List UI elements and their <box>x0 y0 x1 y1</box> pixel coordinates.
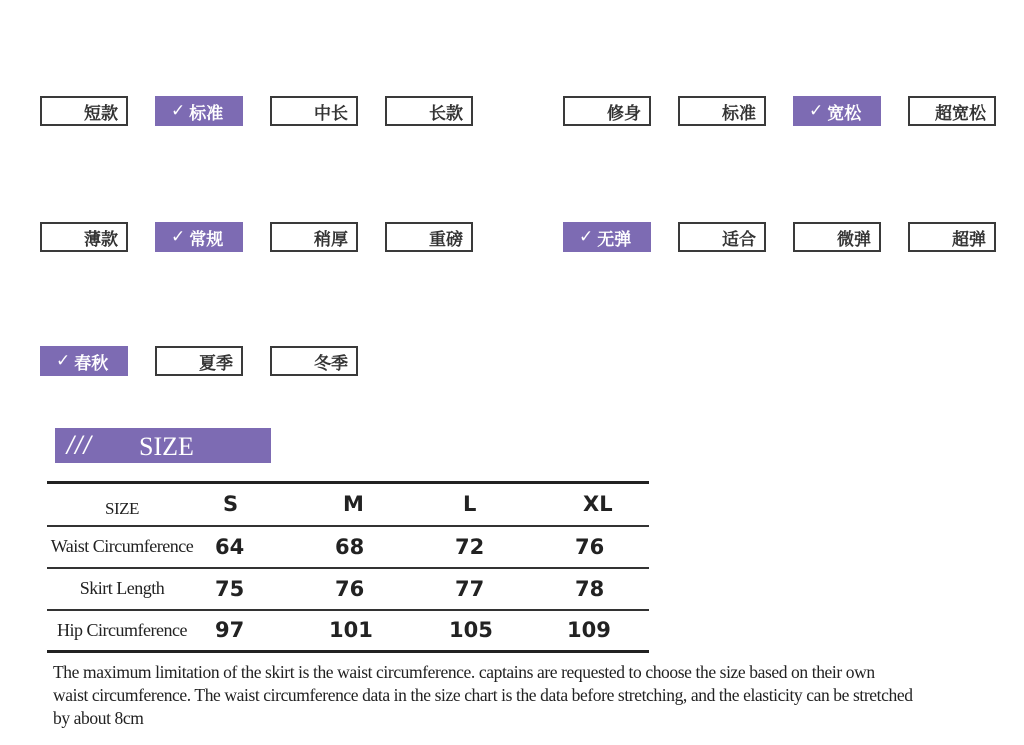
option-label: 超宽松 <box>935 103 986 124</box>
table-cell: 97 <box>215 618 245 643</box>
table-cell: 64 <box>215 534 245 559</box>
option-label: 夏季 <box>199 353 233 374</box>
option-label: 稍厚 <box>314 229 348 250</box>
option-label: 无弹 <box>597 229 632 250</box>
table-cell: 76 <box>335 576 365 601</box>
header-size-l: L <box>463 492 477 517</box>
header-size-xl: XL <box>583 492 613 517</box>
option-label: 中长 <box>314 103 348 124</box>
option-label: 修身 <box>607 103 641 124</box>
check-icon: ✓ <box>171 101 186 121</box>
size-section-banner <box>55 428 271 463</box>
option-stretch-none[interactable] <box>563 222 651 252</box>
option-label: 微弹 <box>837 229 871 250</box>
table-header-row <box>47 483 649 526</box>
banner-slashes: /// <box>67 433 93 458</box>
row-label: Hip Circumference <box>57 619 187 640</box>
table-cell: 68 <box>335 534 365 559</box>
table-cell: 109 <box>567 618 611 643</box>
option-stretch-super[interactable] <box>908 222 996 252</box>
option-thickness-regular[interactable] <box>155 222 243 252</box>
option-thickness-heavy[interactable] <box>385 222 473 252</box>
option-stretch-slight[interactable] <box>793 222 881 252</box>
table-cell: 75 <box>215 576 245 601</box>
table-row <box>47 610 649 652</box>
sizing-note: The maximum limitation of the skirt is the waist circumference. captains are requested to choose the size based on their own waist circumference. The waist circumference data in the size chart is the data before stretching, and the elasticity can be stretched by about 8cm <box>53 662 913 728</box>
table-cell: 105 <box>449 618 493 643</box>
option-label: 宽松 <box>827 103 862 124</box>
option-length-long[interactable] <box>385 96 473 126</box>
size-section-title: SIZE <box>139 432 194 461</box>
option-season-spring-autumn[interactable] <box>40 346 128 376</box>
option-length-standard[interactable] <box>155 96 243 126</box>
table-row <box>47 568 649 610</box>
header-size-s: S <box>223 492 239 517</box>
check-icon: ✓ <box>171 227 186 247</box>
row-label: Waist Circumference <box>50 536 194 556</box>
table-cell: 76 <box>575 534 605 559</box>
option-label: 重磅 <box>429 229 463 250</box>
option-stretch-moderate[interactable] <box>678 222 766 252</box>
table-cell: 78 <box>575 576 605 601</box>
option-fit-loose[interactable] <box>793 96 881 126</box>
row-label: Skirt Length <box>79 578 165 598</box>
check-icon: ✓ <box>56 351 71 371</box>
option-label: 冬季 <box>314 353 348 374</box>
option-thickness-thick[interactable] <box>270 222 358 252</box>
table-row <box>47 526 649 568</box>
option-length-short[interactable] <box>40 96 128 126</box>
option-fit-slim[interactable] <box>563 96 651 126</box>
option-label: 超弹 <box>952 229 986 250</box>
check-icon: ✓ <box>579 227 594 247</box>
table-cell: 72 <box>455 534 485 559</box>
option-season-winter[interactable] <box>270 346 358 376</box>
option-label: 薄款 <box>84 229 118 250</box>
check-icon: ✓ <box>809 101 824 121</box>
option-label: 标准 <box>722 103 756 124</box>
option-label: 适合 <box>722 229 756 250</box>
option-label: 春秋 <box>74 353 109 374</box>
size-table <box>47 481 649 653</box>
option-length-midlong[interactable] <box>270 96 358 126</box>
table-cell: 101 <box>329 618 373 643</box>
option-label: 短款 <box>84 103 118 124</box>
option-fit-extra-loose[interactable] <box>908 96 996 126</box>
option-label: 标准 <box>189 103 224 124</box>
option-season-summer[interactable] <box>155 346 243 376</box>
header-size-label: SIZE <box>105 499 139 519</box>
option-thickness-thin[interactable] <box>40 222 128 252</box>
table-cell: 77 <box>455 576 485 601</box>
option-label: 长款 <box>429 103 463 124</box>
option-label: 常规 <box>189 229 224 250</box>
header-size-m: M <box>343 492 364 517</box>
option-fit-standard[interactable] <box>678 96 766 126</box>
